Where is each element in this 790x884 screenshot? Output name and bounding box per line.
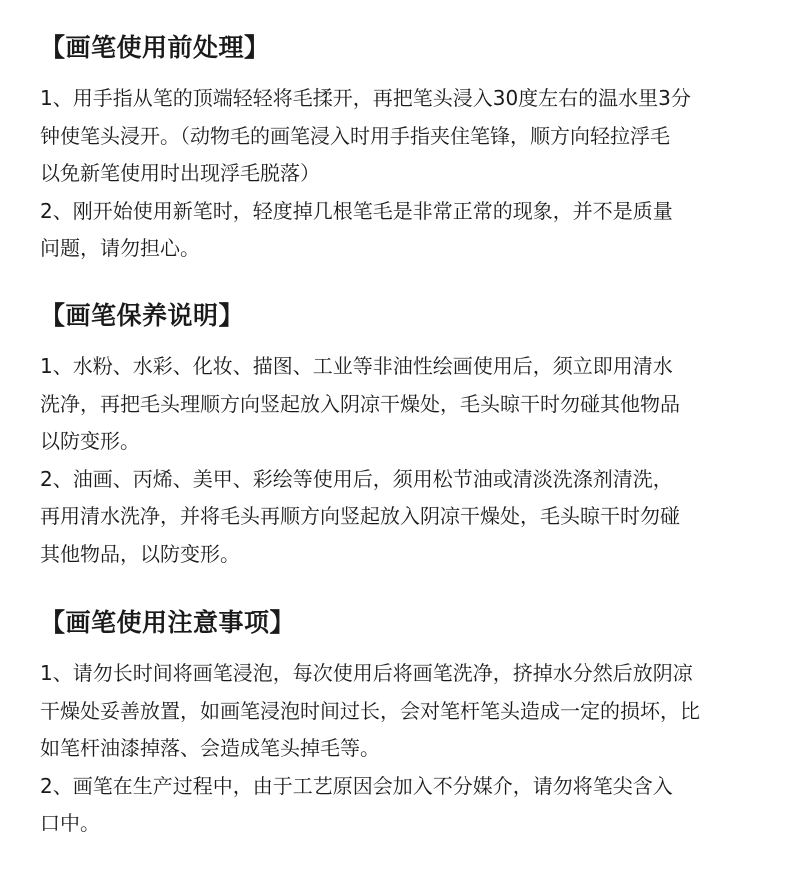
text-line: 洗净，再把毛头理顺方向竖起放入阴凉干燥处，毛头晾干时勿碰其他物品 [40, 391, 680, 416]
paragraph [40, 461, 760, 574]
text-line: 其他物品，以防变形。 [40, 541, 240, 566]
section-title: 【画笔使用注意事项】 [40, 608, 296, 637]
text-line: 1、水粉、水彩、化妆、描图、工业等非油性绘画使用后，须立即用清水 [40, 354, 673, 378]
section-maintenance-instructions [40, 296, 760, 573]
text-line: 钟使笔头浸开。（动物毛的画笔浸入时用手指夹住笔锋，顺方向轻拉浮毛 [40, 123, 670, 148]
text-line: 如笔杆油漆掉落、会造成笔头掉毛等。 [40, 736, 380, 760]
text-line: 以免新笔使用时出现浮毛脱落） [40, 161, 320, 185]
text-line: 口中。 [40, 811, 100, 835]
section-pre-use-treatment [40, 28, 760, 268]
text-line: 干燥处妥善放置，如画笔浸泡时间过长，会对笔杆笔头造成一定的损坏，比 [40, 698, 700, 723]
section-title: 【画笔保养说明】 [40, 301, 245, 330]
text-line: 2、画笔在生产过程中，由于工艺原因会加入不分媒介，请勿将笔尖含入 [40, 773, 673, 798]
text-line: 以防变形。 [40, 429, 140, 453]
paragraph [40, 80, 760, 193]
paragraph [40, 348, 760, 461]
section-title: 【画笔使用前处理】 [40, 33, 270, 62]
paragraph [40, 768, 760, 843]
paragraph [40, 655, 760, 768]
text-line: 再用清水洗净，并将毛头再顺方向竖起放入阴凉干燥处，毛头晾干时勿碰 [40, 504, 680, 528]
paragraph [40, 193, 760, 268]
text-line: 问题，请勿担心。 [40, 236, 200, 260]
text-line: 2、刚开始使用新笔时，轻度掉几根笔毛是非常正常的现象，并不是质量 [40, 198, 673, 223]
text-line: 1、请勿长时间将画笔浸泡，每次使用后将画笔洗净，挤掉水分然后放阴凉 [40, 661, 693, 685]
text-line: 2、油画、丙烯、美甲、彩绘等使用后，须用松节油或清淡洗涤剂清洗， [40, 466, 673, 491]
section-usage-precautions [40, 603, 760, 843]
text-line: 1、用手指从笔的顶端轻轻将毛揉开，再把笔头浸入30度左右的温水里3分 [40, 86, 691, 110]
